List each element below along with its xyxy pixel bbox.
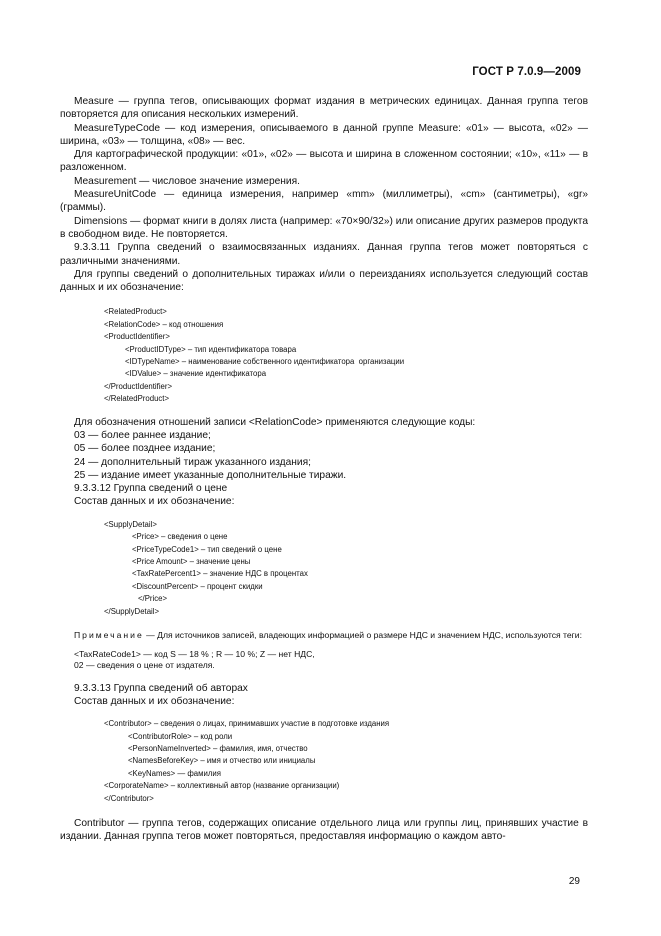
code-line: <CorporateName> – коллективный автор (название организации) bbox=[104, 781, 340, 791]
code-line: <RelationCode> – код отношения bbox=[104, 319, 224, 329]
code-line: </Contributor> bbox=[104, 793, 154, 803]
note-line: 02 — сведения о цене от издателя. bbox=[74, 660, 215, 671]
paragraph-measure-unit-code: MeasureUnitCode — единица измерения, например «mm» (миллиметры), «cm» (сантиметры), «gr» (граммы). bbox=[60, 189, 588, 214]
code-line: <DiscountPercent> – процент скидки bbox=[132, 581, 263, 591]
paragraph-cartographic: Для картографической продукции: «01», «02» — высота и ширина в сложенном состоянии; «10», «11» — в разложенном. bbox=[60, 149, 588, 174]
code-line: <IDValue> – значение идентификатора bbox=[125, 369, 267, 379]
note-block bbox=[60, 630, 588, 641]
code-line: <Contributor> – сведения о лицах, принимавших участие в подготовке издания bbox=[104, 719, 390, 729]
list-item: 05 — более позднее издание; bbox=[74, 443, 216, 455]
section-9-3-3-11-heading: 9.3.3.11 Группа сведений о взаимосвязанных изданиях. Данная группа тегов может повторяться с различными значениями. bbox=[60, 242, 588, 267]
note-line: <TaxRateCode1> — код S — 18 % ; R — 10 %; Z — нет НДС, bbox=[74, 649, 315, 660]
code-line: </Price> bbox=[138, 594, 168, 604]
code-line: <ProductIDType> – тип идентификатора товара bbox=[125, 344, 297, 354]
note-text: — Для источников записей, владеющих информацией о размере НДС и значением НДС, используются теги: bbox=[143, 630, 582, 641]
page-number: 29 bbox=[568, 876, 580, 887]
paragraph-price-intro: Состав данных и их обозначение: bbox=[74, 496, 235, 508]
document-header: ГОСТ Р 7.0.9—2009 bbox=[472, 66, 581, 78]
paragraph-related-intro: Для группы сведений о дополнительных тиражах и/или о переизданиях используется следующий состав данных и их обозначение: bbox=[60, 268, 588, 294]
code-line: <RelatedProduct> bbox=[104, 307, 167, 317]
section-9-3-3-12-heading: 9.3.3.12 Группа сведений о цене bbox=[74, 483, 228, 495]
code-line: <PersonNameInverted> – фамилия, имя, отчество bbox=[128, 744, 308, 754]
code-block-related-product bbox=[104, 306, 588, 405]
code-line: <KeyNames> — фамилия bbox=[128, 768, 221, 778]
code-line: <ContributorRole> – код роли bbox=[128, 731, 233, 741]
page-content bbox=[60, 95, 588, 844]
code-line: <SupplyDetail> bbox=[104, 519, 157, 529]
code-line: <NamesBeforeKey> – имя и отчество или инициалы bbox=[128, 756, 316, 766]
paragraph-authors-intro: Состав данных и их обозначение: bbox=[74, 695, 235, 707]
code-line: </RelatedProduct> bbox=[104, 394, 170, 404]
paragraph-relation-codes: Для обозначения отношений записи <RelationCode> применяются следующие коды: bbox=[74, 416, 476, 428]
code-line: <IDTypeName> – наименование собственного идентификатора организации bbox=[125, 357, 405, 367]
code-line: <TaxRatePercent1> – значение НДС в процентах bbox=[132, 569, 308, 579]
note-codes bbox=[60, 649, 588, 671]
code-block-supply-detail bbox=[104, 519, 588, 618]
code-line: </ProductIdentifier> bbox=[104, 381, 173, 391]
paragraph-measure: Measure — группа тегов, описывающих формат издания в метрических единицах. Данная группа тегов повторяется для описания нескольких измерений. bbox=[60, 96, 588, 121]
note-label: Примечание bbox=[74, 630, 144, 641]
section-9-3-3-13-heading: 9.3.3.13 Группа сведений об авторах bbox=[74, 682, 248, 694]
code-line: <Price Amount> – значение цены bbox=[132, 557, 251, 566]
code-line: <Price> – сведения о цене bbox=[132, 532, 228, 542]
list-item: 03 — более раннее издание; bbox=[74, 430, 211, 441]
code-line: </SupplyDetail> bbox=[104, 606, 160, 616]
code-line: <ProductIdentifier> bbox=[104, 332, 170, 342]
code-line: <PriceTypeCode1> – тип сведений о цене bbox=[132, 544, 282, 554]
paragraph-contributor: Contributor — группа тегов, содержащих описание отдельного лица или группы лиц, принявших участие в издании. Данная группа тегов может повторяться, предоставляя информацию о каждом авто- bbox=[60, 818, 588, 843]
list-item: 25 — издание имеет указанные дополнительные тиражи. bbox=[74, 469, 347, 481]
code-block-contributor bbox=[104, 718, 588, 805]
paragraph-dimensions: Dimensions — формат книги в долях листа (например: «70×90/32») или описание других размеров продукта в свободном виде. Не повторяется. bbox=[60, 215, 588, 240]
list-item: 24 — дополнительный тираж указанного издания; bbox=[74, 456, 311, 468]
paragraph-measurement: Measurement — числовое значение измерения. bbox=[74, 175, 300, 187]
paragraph-measure-type-code: MeasureTypeCode — код измерения, описываемого в данной группе Measure: «01» — высота, «02» — ширина, «03» — толщина, «08» — вес. bbox=[60, 122, 588, 147]
